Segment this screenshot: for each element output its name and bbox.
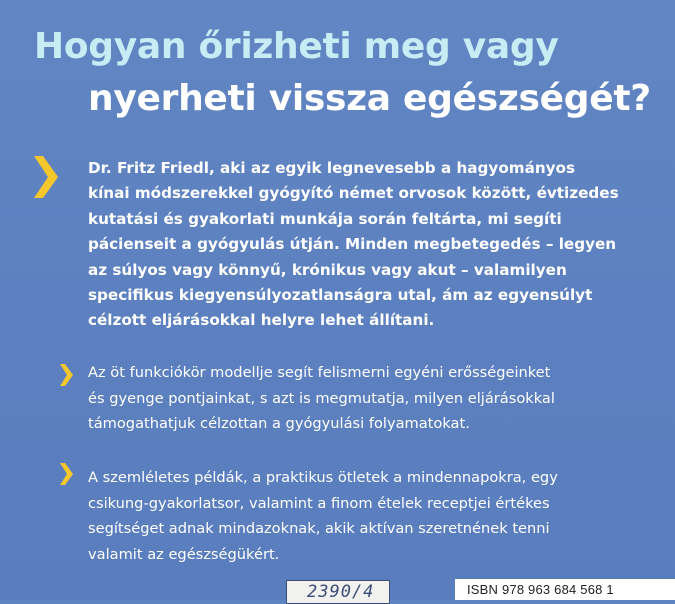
paragraph-line: támogathatjuk célzottan a gyógyulási folyamatokat.	[88, 415, 470, 433]
isbn-label: ISBN 978 963 684 568 1	[455, 579, 675, 600]
paragraph-line: Az öt funkciókör modellje segít felismerni egyéni erősségeinket	[88, 364, 551, 381]
headline-line-1: Hogyan őrizheti meg vagy	[34, 26, 559, 67]
lead-line: kutatási és gyakorlati munkája során feltárta, mi segíti	[88, 209, 562, 228]
lead-line: kínai módszerekkel gyógyító német orvosok között, évtizedes	[88, 184, 619, 203]
headline-line-2: nyerheti vissza egészségét?	[88, 78, 651, 119]
lead-paragraph	[88, 156, 648, 334]
chevron-right-icon	[60, 364, 73, 386]
lead-line: célzott eljárásokkal helyre lehet állítani.	[88, 311, 435, 330]
paragraph-three	[88, 465, 648, 567]
paragraph-line: és gyenge pontjainkat, s azt is megmutatja, milyen eljárásokkal	[88, 389, 555, 407]
lead-line: Dr. Fritz Friedl, aki az egyik legnevesebb a hagyományos	[88, 159, 576, 177]
paragraph-two	[88, 360, 648, 437]
lead-line: az súlyos vagy könnyű, krónikus vagy akut – valamilyen	[88, 260, 567, 279]
library-stamp: 2390/4	[286, 580, 390, 604]
paragraph-line: valamit az egészségükért.	[88, 545, 280, 563]
lead-line: pácienseit a gyógyulás útján. Minden megbetegedés – legyen	[88, 235, 617, 254]
paragraph-line: A szemléletes példák, a praktikus ötletek a mindennapokra, egy	[88, 469, 558, 486]
chevron-right-icon	[60, 463, 73, 485]
paragraph-line: csikung-gyakorlatsor, valamint a finom ételek receptjei értékes	[88, 494, 550, 512]
chevron-right-icon	[34, 156, 58, 198]
lead-line: specifikus kiegyensúlyozatlanságra utal, ám az egyensúlyt	[88, 286, 593, 305]
paragraph-line: segítséget adnak mindazoknak, akik aktívan szeretnének tenni	[88, 520, 550, 538]
